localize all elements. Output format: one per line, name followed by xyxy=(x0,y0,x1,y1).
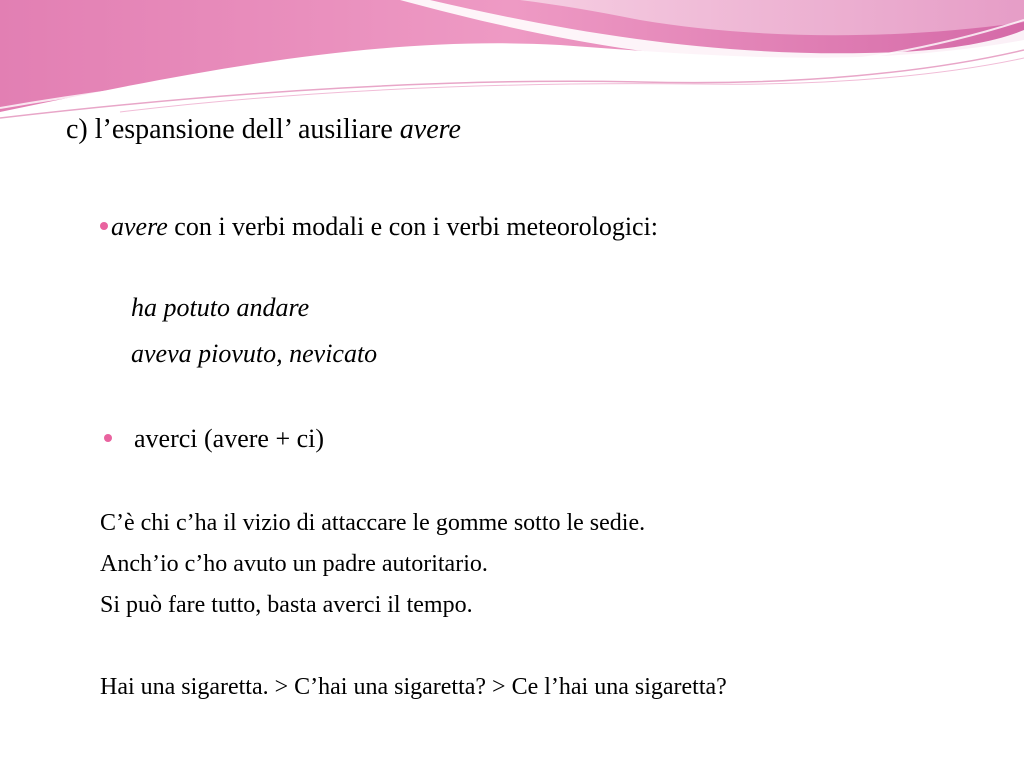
bullet-dot-icon xyxy=(100,222,108,230)
bullet-item-averci xyxy=(104,422,324,456)
example-sentence-1: C’è chi c’ha il vizio di attaccare le gomme sotto le sedie. xyxy=(100,510,646,536)
bullet1-emphasis: avere xyxy=(111,212,168,241)
title-prefix: c) l’espansione dell’ ausiliare xyxy=(66,114,400,145)
wave-line-3 xyxy=(120,58,1024,112)
example-sentence-3: Si può fare tutto, basta averci il tempo. xyxy=(100,592,473,618)
title-emphasis: avere xyxy=(399,114,461,145)
bullet-dot-icon xyxy=(104,434,112,442)
example-sentence-4: Hai una sigaretta. > C’hai una sigaretta? > Ce l’hai una sigaretta? xyxy=(100,674,727,700)
bullet2-text: averci (avere + ci) xyxy=(134,424,325,453)
example-2: aveva piovuto, nevicato xyxy=(131,339,378,368)
bullet-item-modal-verbs xyxy=(100,210,658,244)
bullet1-text: con i verbi modali e con i verbi meteorologici: xyxy=(167,212,659,241)
example-sentence-2: Anch’io c’ho avuto un padre autoritario. xyxy=(100,551,488,577)
example-1: ha potuto andare xyxy=(131,293,310,322)
slide-title xyxy=(66,110,461,150)
